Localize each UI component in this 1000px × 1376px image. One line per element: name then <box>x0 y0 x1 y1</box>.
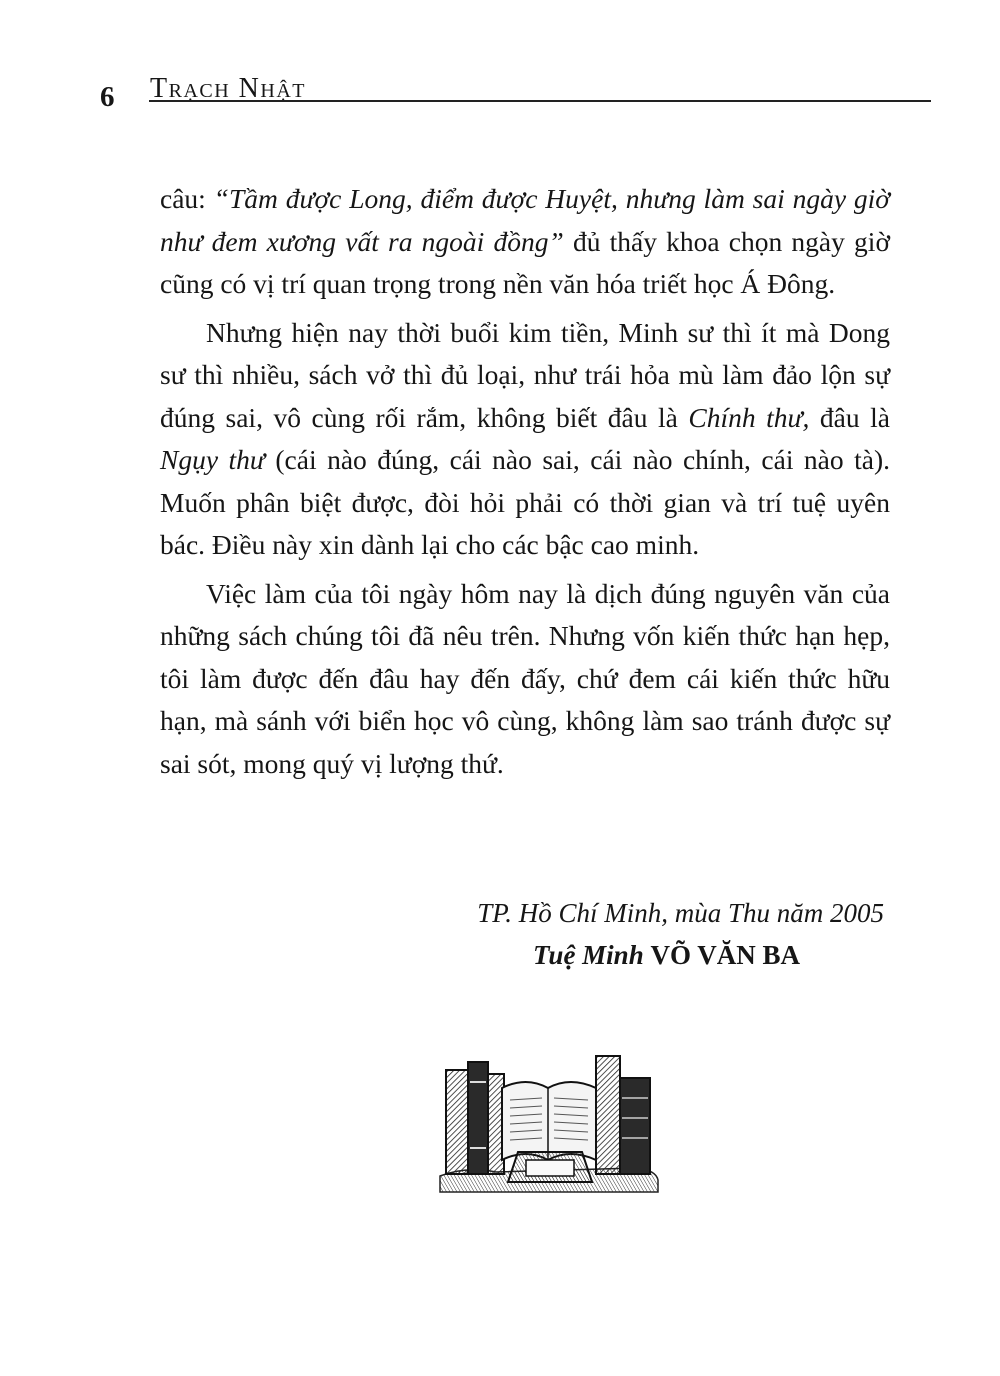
page-number: 6 <box>100 81 115 113</box>
paragraph-2 <box>160 312 890 567</box>
paragraph-3 <box>160 573 890 786</box>
author-name: VÕ VĂN BA <box>650 940 800 970</box>
header-rule <box>149 100 931 102</box>
pen-name: Tuệ Minh <box>532 940 644 970</box>
paragraph-1 <box>160 178 890 306</box>
proverb-quote: “Tầm được Long, điểm được Huyệt, nhưng làm sai ngày giờ như đem xương vất ra ngoài đồng” <box>160 183 890 257</box>
body-text <box>160 178 890 785</box>
paragraph-2-text-b: đâu là <box>809 401 890 433</box>
term-chinh-thu: Chính thư, <box>688 401 810 433</box>
paragraph-1-text-a: câu: <box>160 183 214 214</box>
books-vignette-icon <box>436 1048 662 1198</box>
signature-block <box>160 892 884 976</box>
running-title: Trạch Nhật <box>150 73 306 104</box>
term-nguy-thu: Ngụy thư <box>160 444 265 475</box>
paragraph-3-text: Việc làm của tôi ngày hôm nay là dịch đúng nguyên văn của những sách chúng tôi đã nêu trên. Nhưng vốn kiến thức hạn hẹp, tôi làm được đến đâu hay đến đấy, chứ đem cái kiến thức hữu hạn, mà sánh với biển học vô cùng, không làm sao tránh được sự sai sót, mong quý vị lượng thứ. <box>160 577 890 779</box>
paragraph-1-text-b: đủ thấy khoa chọn ngày giờ cũng có vị trí quan trọng trong nền văn hóa triết học Á Đông. <box>160 225 890 299</box>
author-line <box>160 934 884 976</box>
running-head <box>100 70 932 113</box>
place-date: TP. Hồ Chí Minh, mùa Thu năm 2005 <box>477 898 884 928</box>
paragraph-2-text-c: (cái nào đúng, cái nào sai, cái nào chính, cái nào tà). Muốn phân biệt được, đòi hỏi phải có thời gian và trí tuệ uyên bác. Điều này xin dành lại cho các bậc cao minh. <box>160 444 890 560</box>
paragraph-2-text-a: Nhưng hiện nay thời buổi kim tiền, Minh sư thì ít mà Dong sư thì nhiều, sách vở thì đủ loại, như trái hỏa mù làm đảo lộn sự đúng sai, vô cùng rối rắm, không biết đâu là <box>160 316 890 433</box>
